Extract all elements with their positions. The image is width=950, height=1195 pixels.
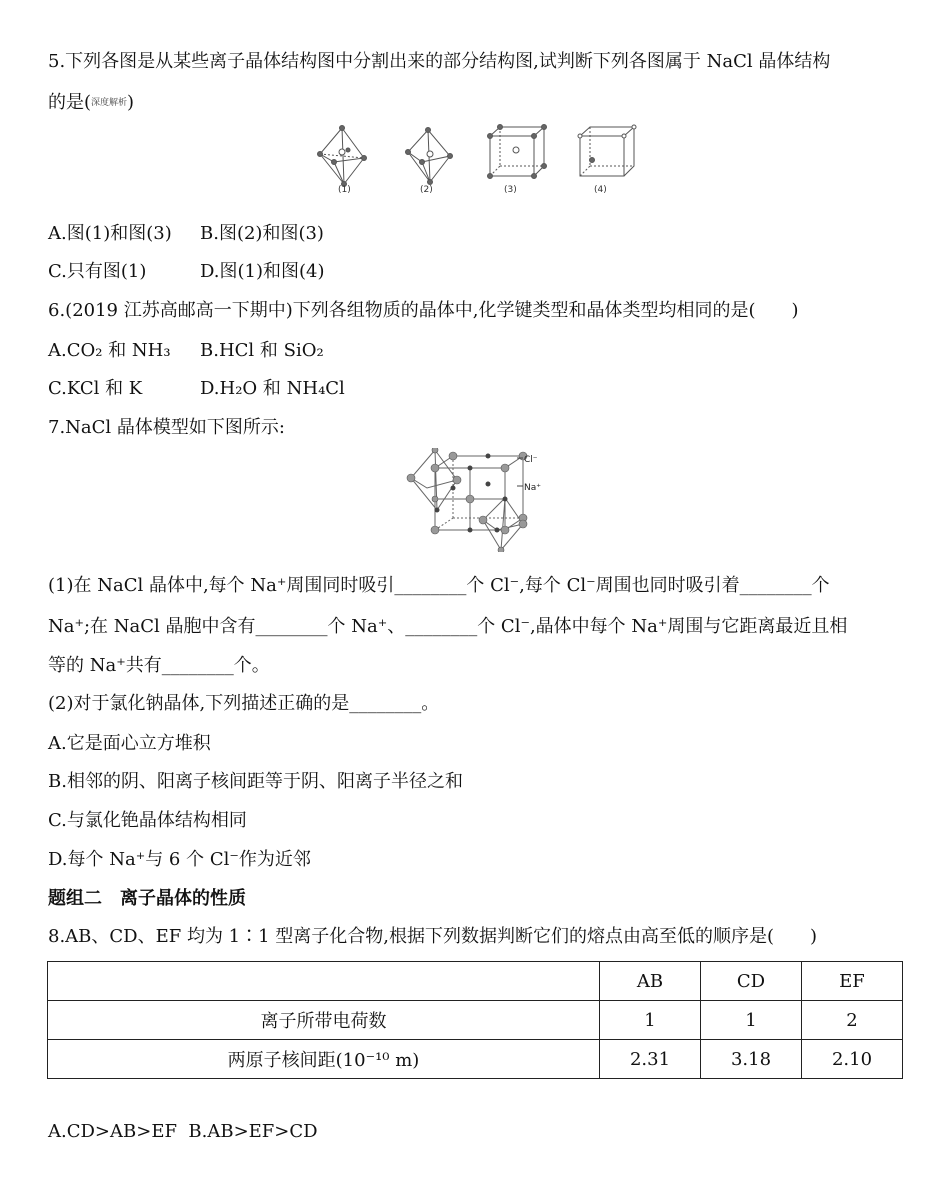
fig-label-3: (3) xyxy=(504,185,517,195)
table-row xyxy=(48,1001,903,1040)
table-cell: 1 xyxy=(701,1001,802,1040)
q7-stem: 7.NaCl 晶体模型如下图所示: xyxy=(48,417,285,438)
fig-label-4: (4) xyxy=(594,185,607,195)
q8-options-row1 xyxy=(48,1120,318,1144)
q6-option-c[interactable]: C.KCl 和 K xyxy=(48,378,143,399)
q5-stem-line2: 的是(深度解析) xyxy=(48,92,135,113)
q7-option-d[interactable]: D.每个 Na⁺与 6 个 Cl⁻作为近邻 xyxy=(48,849,311,870)
figure-2 xyxy=(406,128,453,185)
table-cell: 2.10 xyxy=(802,1040,903,1079)
table-cell: 1 xyxy=(600,1001,701,1040)
table-cell: 2 xyxy=(802,1001,903,1040)
q5-option-b[interactable]: B.图(2)和图(3) xyxy=(200,223,324,244)
table-header-row xyxy=(48,962,903,1001)
q6-option-b[interactable]: B.HCl 和 SiO₂ xyxy=(200,340,324,361)
table-row xyxy=(48,1040,903,1079)
q6-options-row2 xyxy=(48,377,345,401)
q5-stem-line1: 5.下列各图是从某些离子晶体结构图中分割出来的部分结构图,试判断下列各图属于 NaCl 晶体结构 xyxy=(48,51,831,72)
table-header-cell: EF xyxy=(802,962,903,1001)
q5-figures xyxy=(310,122,650,200)
q8-stem: 8.AB、CD、EF 均为 1∶1 型离子化合物,根据下列数据判断它们的熔点由高至低的顺序是( ) xyxy=(48,926,818,947)
q7-part2-stem: (2)对于氯化钠晶体,下列描述正确的是________。 xyxy=(48,693,440,714)
table-header-cell: AB xyxy=(600,962,701,1001)
figure-3 xyxy=(488,125,547,179)
figure-1 xyxy=(318,126,367,187)
q6-options-row1 xyxy=(48,339,324,363)
q5-option-d[interactable]: D.图(1)和图(4) xyxy=(200,261,325,282)
q8-data-table xyxy=(47,961,903,1079)
table-header-cell: CD xyxy=(701,962,802,1001)
q8-option-b[interactable]: B.AB>EF>CD xyxy=(188,1121,318,1142)
q7-part1-line2: Na⁺;在 NaCl 晶胞中含有________个 Na⁺、________个 Cl⁻,晶体中每个 Na⁺周围与它距离最近且相 xyxy=(48,616,848,637)
q7-option-b[interactable]: B.相邻的阴、阳离子核间距等于阴、阳离子半径之和 xyxy=(48,771,463,792)
q7-option-c[interactable]: C.与氯化铯晶体结构相同 xyxy=(48,810,247,831)
fig-label-2: (2) xyxy=(420,185,433,195)
q7-part1-line3: 等的 Na⁺共有________个。 xyxy=(48,655,270,676)
table-cell xyxy=(48,962,600,1001)
nacl-crystal-model xyxy=(405,448,555,552)
table-cell: 离子所带电荷数 xyxy=(48,1001,600,1040)
q7-option-a[interactable]: A.它是面心立方堆积 xyxy=(48,733,211,754)
q6-stem: 6.(2019 江苏高邮高一下期中)下列各组物质的晶体中,化学键类型和晶体类型均相同的是( ) xyxy=(48,300,799,321)
figure-4 xyxy=(578,125,636,176)
label-cl: Cl⁻ xyxy=(524,455,538,465)
table-cell: 3.18 xyxy=(701,1040,802,1079)
label-na: Na⁺ xyxy=(524,483,541,493)
q8-option-a[interactable]: A.CD>AB>EF xyxy=(48,1121,177,1142)
q5-options-row1 xyxy=(48,222,324,246)
q5-options-row2 xyxy=(48,260,325,284)
deep-analysis-tag[interactable]: 深度解析 xyxy=(91,98,128,108)
table-cell: 2.31 xyxy=(600,1040,701,1079)
table-cell: 两原子核间距(10⁻¹⁰ m) xyxy=(48,1040,600,1079)
q6-option-a[interactable]: A.CO₂ 和 NH₃ xyxy=(48,340,171,361)
fig-label-1: (1) xyxy=(338,185,351,195)
q5-option-a[interactable]: A.图(1)和图(3) xyxy=(48,223,172,244)
q6-option-d[interactable]: D.H₂O 和 NH₄Cl xyxy=(200,378,345,399)
q5-option-c[interactable]: C.只有图(1) xyxy=(48,261,147,282)
group2-heading: 题组二 离子晶体的性质 xyxy=(48,888,246,909)
q7-part1-line1: (1)在 NaCl 晶体中,每个 Na⁺周围同时吸引________个 Cl⁻,每个 Cl⁻周围也同时吸引着________个 xyxy=(48,575,830,596)
